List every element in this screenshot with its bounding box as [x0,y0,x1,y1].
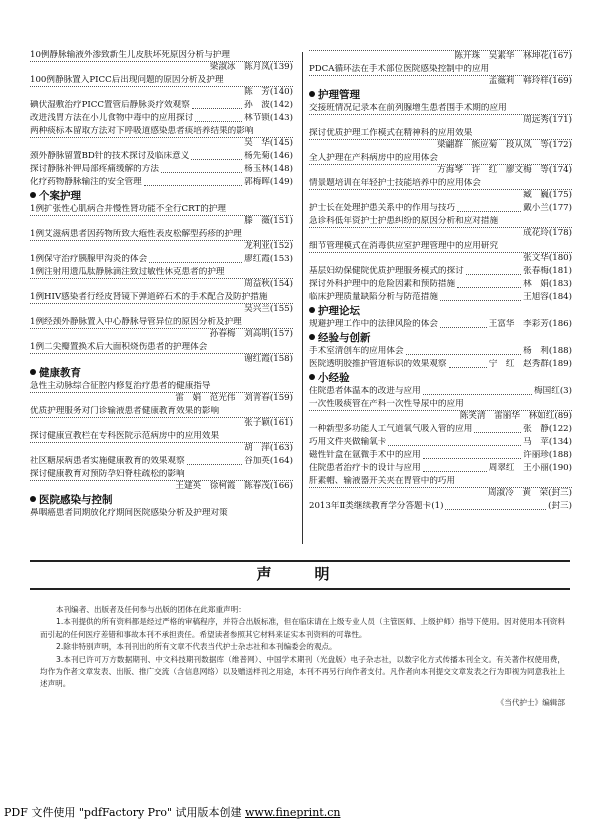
toc-entry-line [309,501,572,512]
toc-entry-authors: 林节锁(143) [244,113,293,123]
toc-entry-title: 急诊科低年资护士护患纠纷的原因分析和应对措施 [309,216,499,226]
toc-entry-line [30,177,293,188]
toc-entry-authors: 孙 波(142) [244,100,293,110]
toc-entry [309,50,572,62]
toc-entry-authors: 胡 萍(163) [30,442,293,454]
section-label: 医院感染与控制 [39,494,113,506]
dot-leader [149,262,242,263]
toc-entry-title: 住院患者体温本的改进与应用 [309,386,421,396]
toc-entry-authors: 龙利亚(152) [30,240,293,252]
section-label: 护理论坛 [318,305,360,317]
toc-entry-authors: 周翠红 王小丽(190) [488,463,572,473]
toc-entry-title: 两种痰标本留取方法对下呼吸道感染患者痰培养结果的影响 [30,126,254,136]
toc-right-column [309,50,572,514]
statement-header [0,560,600,590]
toc-entry-title: 巧用文件夹做输氧卡 [309,437,387,447]
toc-entry-authors: 吴 华(145) [30,137,293,149]
toc-entry-title: 优质护理服务对门诊输液患者健康教育效果的影响 [30,406,220,416]
toc-entry-authors: 孟薇莉 韩玲样(169) [309,75,572,87]
toc-entry-authors: 滕 薇(151) [30,215,293,227]
toc-entry-line [309,346,572,357]
toc-entry-title: 磁性针盒在氩微手术中的应用 [309,450,421,460]
toc-entry [30,254,293,265]
toc-entry [30,204,293,227]
toc-entry-authors: 杨玉林(148) [244,164,293,174]
toc-entry-authors: 马 苹(134) [523,437,572,447]
table-of-contents [30,50,572,548]
toc-entry-authors: 谢红霞(158) [30,353,293,365]
toc-entry [30,406,293,429]
toc-entry [30,229,293,252]
toc-entry [309,279,572,290]
toc-entry [30,126,293,149]
toc-entry-title: 社区糖尿病患者实施健康教育的效果观察 [30,456,185,466]
toc-entry-line [30,456,293,467]
statement-title: 声 明 [256,565,344,583]
toc-entry-authors: 郭梅晖(149) [244,177,293,187]
section-heading [309,372,572,385]
toc-entry-authors: 许丽珍(188) [523,450,572,460]
toc-entry [30,342,293,365]
dot-leader [144,185,242,186]
toc-entry-line [309,279,572,290]
toc-entry-authors: 张子颖(161) [30,417,293,429]
dot-leader [388,445,521,446]
section-bullet-icon [309,374,315,380]
section-label: 护理管理 [318,89,360,101]
column-divider [302,52,303,544]
dot-leader [406,354,522,355]
toc-entry-title: 探讨健康宣教栏在专科医院示范病房中的应用效果 [30,431,220,441]
toc-entry [30,164,293,175]
dot-leader [457,287,521,288]
toc-entry-authors: 陈笑清 雷丽华 林如红(89) [309,410,572,422]
toc-entry-title: 一次性吸痰管在产科一次性导尿中的应用 [309,399,464,409]
section-bullet-icon [309,91,315,97]
toc-entry-authors: 张文华(180) [309,252,572,264]
toc-entry-line [309,424,572,435]
toc-entry [309,64,572,87]
toc-entry [30,431,293,454]
section-heading [309,305,572,318]
section-heading [309,89,572,102]
toc-entry-authors: 孙春梅 刘高明(157) [30,328,293,340]
toc-entry [309,241,572,264]
toc-entry-title: PDCA循环法在手术部位医院感染控制中的应用 [309,64,490,74]
toc-entry [30,113,293,124]
toc-entry [309,359,572,370]
toc-entry [309,437,572,448]
toc-entry-line [309,437,572,448]
toc-entry [309,424,572,435]
toc-entry-authors: 陈开珠 吴素华 林坤花(167) [309,50,572,62]
toc-entry-authors: 周淑冷 黄 荣(封三) [309,487,572,499]
toc-entry [309,266,572,277]
toc-entry-authors: 梁翩群 熊应菊 段从凤 等(172) [309,139,572,151]
toc-entry-title: 探讨优质护理工作模式在精神科的应用效果 [309,128,473,138]
section-heading [309,332,572,345]
toc-entry-authors: 张春梅(181) [523,266,572,276]
footer-text: PDF 文件使用 "pdfFactory Pro" 试用版本创建 [4,806,246,819]
toc-entry-line [309,463,572,474]
toc-entry-authors: 周益秋(154) [30,278,293,290]
toc-entry-authors: 王富华 李彩芳(186) [488,319,572,329]
section-bullet-icon [309,334,315,340]
toc-entry [30,100,293,111]
dot-leader [440,327,487,328]
toc-entry-title: 改进浅胃方法在小儿食物中毒中的应用探讨 [30,113,194,123]
toc-entry [30,469,293,492]
toc-entry [309,463,572,474]
toc-entry-authors: 谷加英(164) [244,456,293,466]
toc-entry-line [309,450,572,461]
toc-entry-title: 一种新型多功能人工气道氧气吸入管的应用 [309,424,473,434]
dot-leader [457,211,521,212]
toc-entry-authors: 臧 巍(175) [309,189,572,201]
toc-entry-title: 颈外静脉留置BD针的技术探讨及临床意义 [30,151,190,161]
toc-entry-authors: 廖红霞(153) [244,254,293,264]
toc-entry-line [30,254,293,265]
toc-entry-title: 1例保守治疗胰腺甲沟炎的体会 [30,254,148,264]
section-label: 健康教育 [39,367,81,379]
toc-entry-line [309,359,572,370]
section-label: 个案护理 [39,190,81,202]
toc-entry-line [309,386,572,397]
toc-entry-authors: 雷 娟 范光伟 刘青春(159) [30,392,293,404]
section-heading [30,367,293,380]
toc-entry-authors: 杨先菊(146) [244,151,293,161]
toc-entry [309,292,572,303]
section-label: 经验与创新 [318,332,371,344]
toc-entry-line [309,266,572,277]
dot-leader [195,121,242,122]
toc-entry-title: 1例艾滋病患者因药物所致大疱性表皮松解型药疹的护理 [30,229,242,239]
toc-entry [30,456,293,467]
toc-entry-line [30,151,293,162]
toc-entry [309,128,572,151]
toc-entry-authors: 陈 芳(140) [30,86,293,98]
statement-bottom-rule [30,588,570,590]
section-heading [30,494,293,507]
toc-entry-authors: 林 娟(183) [523,279,572,289]
toc-entry-line [30,113,293,124]
dot-leader [423,394,532,395]
toc-entry [30,75,293,98]
toc-entry [30,381,293,404]
toc-entry [309,399,572,422]
toc-entry [30,292,293,315]
toc-entry [309,103,572,126]
statement-signature: 《当代护士》编辑部 [496,697,565,707]
toc-entry-authors: 宁 红 赵秀群(189) [488,359,572,369]
toc-entry-title: 情景题培训在年轻护士技能培养中的应用体会 [309,178,481,188]
toc-entry [309,203,572,214]
toc-entry-title: 临床护理质量缺陷分析与防范措施 [309,292,438,302]
toc-entry-line [309,203,572,214]
dot-leader [445,509,546,510]
pdf-watermark-footer [4,804,600,820]
statement-intro: 本刊编者、出版者及任何参与出版的团体在此郑重声明： [56,605,246,614]
toc-entry-authors: 方海琴 许 红 廖文梅 等(174) [309,164,572,176]
dot-leader [440,300,521,301]
section-bullet-icon [30,369,36,375]
toc-entry-title: 交接班情况记录本在前列腺增生患者围手术期的应用 [309,103,507,113]
toc-entry [309,386,572,397]
toc-entry-authors: 王旭容(184) [523,292,572,302]
toc-entry-title: 细节管理模式在消毒供应室护理管理中的应用研究 [309,241,499,251]
toc-entry-authors: 杨 利(188) [523,346,572,356]
toc-entry-title: 化疗药物静脉输注的安全管理 [30,177,142,187]
section-label: 小经验 [318,372,350,384]
toc-entry-title: 护士长在处理护患关系中的作用与技巧 [309,203,456,213]
toc-entry-title: 探讨外科护理中的危险因素和预防措施 [309,279,456,289]
toc-entry-title: 鼻咽癌患者同期放化疗期间医院感染分析及护理对策 [30,508,228,518]
toc-left-column [30,50,293,521]
toc-entry-title: 住院患者治疗卡的设计与应用 [309,463,421,473]
statement-top-rule [30,560,570,562]
section-heading [30,190,293,203]
toc-entry-title: 探讨静脉补钾局部疼痛缓解的方法 [30,164,159,174]
toc-entry-authors: 成花玲(178) [309,227,572,239]
toc-entry [30,151,293,162]
footer-link[interactable]: www.fineprint.cn [245,806,341,819]
toc-entry-line [309,292,572,303]
toc-entry [309,346,572,357]
toc-entry-title: 急性主动脉综合征腔内修复治疗患者的健康指导 [30,381,211,391]
toc-entry-line [309,319,572,330]
dot-leader [187,464,242,465]
dot-leader [161,172,242,173]
toc-entry [309,178,572,201]
toc-entry-title: 1例二尖瓣置换术后大面积烧伤患者的护理体会 [30,342,208,352]
toc-entry-authors: 王建英 徐柯霞 陈春茂(166) [30,480,293,492]
toc-entry [309,153,572,176]
toc-entry-title: 手术室清创车的应用体会 [309,346,404,356]
toc-entry [309,319,572,330]
toc-entry [30,317,293,340]
toc-entry-authors: 梅国红(3) [534,386,572,396]
section-bullet-icon [30,496,36,502]
toc-entry [30,177,293,188]
dot-leader [466,274,521,275]
toc-entry-title: 探讨健康教育对预防孕妇脊柱疏松的影响 [30,469,185,479]
toc-entry-authors: (封三) [548,501,572,511]
toc-entry-line [30,164,293,175]
toc-entry-title: 肝素帽、输液器开关夹在胃管中的巧用 [309,476,456,486]
toc-entry-title: 基层妇幼保健院优质护理服务模式的探讨 [309,266,464,276]
dot-leader [449,367,487,368]
toc-entry-authors: 戴小兰(177) [523,203,572,213]
toc-entry-title: 1例HIV感染者行经皮肾镜下弹道碎石术的手术配合及防护措施 [30,292,268,302]
statement-clause-1: 1.本刊提供的所有资料都是经过严格的审稿程序，并符合出版标准，但在临床请在上级专业人员（主管医师、上级护师）指导下使用。因对使用本刊资料而引起的任何医疗差错和事故本刊不承担责任。希望读者参照其它材料来证实本刊资料的可靠性。 [40,617,565,639]
section-bullet-icon [309,307,315,313]
statement-clause-2: 2.除非特别声明，本刊刊出的所有文章不代表当代护士杂志社和本刊编委会的观点。 [56,642,337,652]
dot-leader [474,432,521,433]
toc-entry-authors: 吴兴兰(155) [30,303,293,315]
toc-entry [309,216,572,239]
dot-leader [191,159,242,160]
toc-entry-title: 1例注射用遗瓜肽静脉滴注致过敏性休克患者的护理 [30,267,225,277]
toc-entry-title: 碘伏湿敷治疗PICC置管后静脉炎疗效观察 [30,100,190,110]
toc-entry-authors: 周远秀(171) [309,114,572,126]
toc-entry-title: 2013年Ⅱ类继续教育学分答题卡(1) [309,501,444,511]
toc-entry-title: 100例静脉置入PICC后出现问题的原因分析及护理 [30,75,224,85]
section-bullet-icon [30,192,36,198]
toc-entry [30,50,293,73]
dot-leader [423,471,487,472]
toc-entry-title: 全人护理在产科病房中的应用体会 [309,153,438,163]
toc-entry-title: 1例经颈外静脉置入中心静脉导管异位的原因分析及护理 [30,317,242,327]
toc-entry [309,501,572,512]
toc-entry-title: 规避护理工作中的法律风险的体会 [309,319,438,329]
toc-entry [30,267,293,290]
dot-leader [192,108,242,109]
toc-entry [309,450,572,461]
toc-entry-title: 医院透明胶推护管道标识的效果观察 [309,359,447,369]
toc-entry [309,476,572,499]
dot-leader [423,458,521,459]
toc-entry-authors: 张 静(122) [523,424,572,434]
toc-entry-authors: 梁淑冰 陈月凤(139) [30,61,293,73]
toc-entry-title: 1例扩张性心肌病合并慢性肾功能不全行CRT的护理 [30,204,226,214]
statement-clause-3: 3.本刊已许可万方数据期刊、中文科技期刊数据库（维普网）、中国学术期刊（光盘版）电子杂志社，以数字化方式传播本刊全文。有关著作权使用费，均作为作者文章发表、出版、推广交流（含信息网络）以及赠送样刊之用途，本刊不再另行向作者支付。凡作者向本刊提交文章发表之行为即视为同意我社上述声明。 [40,654,565,689]
statement-body [40,604,565,709]
toc-entry-title: 10例静脉输液外渗致新生儿皮肤坏死原因分析与护理 [30,50,230,60]
toc-entry-line [30,100,293,111]
toc-entry [30,508,293,519]
